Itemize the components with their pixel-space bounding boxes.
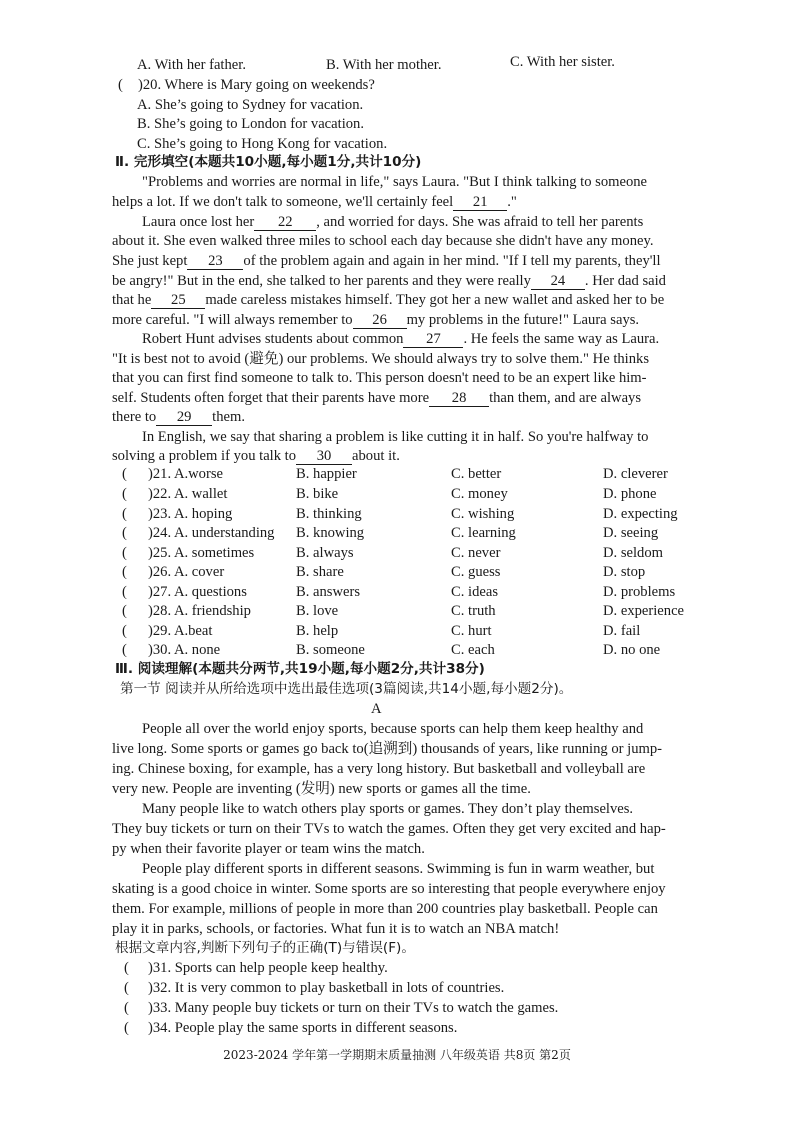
passage-a-p3-line2: skating is a good choice in winter. Some sports are so interesting that people everywhere enjoy [112, 881, 666, 897]
tf-question-33: )33. Many people buy tickets or turn on their TVs to watch the games. [148, 1000, 559, 1016]
cloze-p2-line2: about it. She even walked three miles to school each day because she didn't have any money. [112, 233, 654, 249]
passage-a-p3-line3: them. For example, millions of people in more than 200 countries play basketball. People can [112, 901, 658, 917]
cloze-p1-line2: helps a lot. If we don't talk to someone, we'll certainly feel 21 ." [112, 194, 517, 210]
mc-row: ( )22. A. wallet B. bike C. money D. phone [122, 486, 657, 502]
cloze-p3-line5: there to 29 them. [112, 409, 246, 425]
blank-27: 27 [403, 331, 463, 348]
cloze-p1-line1: "Problems and worries are normal in life," says Laura. "But I think talking to someone [142, 174, 648, 190]
q20-paren: ( [118, 77, 123, 93]
q19-option-c: C. With her sister. [510, 54, 615, 70]
blank-21: 21 [453, 194, 507, 211]
cloze-p2-line3: She just kept 23 of the problem again and again in her mind. "If I tell my parents, they'll [112, 253, 661, 269]
cloze-p3-line3: that you can first find someone to talk to. This person doesn't need to be an expert like him- [112, 370, 647, 386]
passage-a-p3-line1: People play different sports in different seasons. Swimming is fun in warm weather, but [142, 861, 655, 877]
passage-a-p2-line3: py when their favorite player or team wins the match. [112, 841, 425, 857]
mc-row: ( )26. A. cover B. share C. guess D. stop [122, 564, 646, 580]
tf-question-34: )34. People play the same sports in different seasons. [148, 1020, 458, 1036]
tf-question-32: )32. It is very common to play basketball in lots of countries. [148, 980, 505, 996]
cloze-p4-line2: solving a problem if you talk to 30 about it. [112, 448, 400, 464]
mc-row: ( )27. A. questions B. answers C. ideas D. problems [122, 584, 676, 600]
cloze-p2-line6: more careful. "I will always remember to 26 my problems in the future!" Laura says. [112, 312, 640, 328]
mc-row: ( )24. A. understanding B. knowing C. learning D. seeing [122, 525, 659, 541]
blank-24: 24 [531, 273, 585, 290]
page-footer: 2023-2024 学年第一学期期末质量抽测 八年级英语 共8页 第2页 [223, 1048, 571, 1062]
passage-a-p2-line1: Many people like to watch others play sports or games. They don’t play themselves. [142, 801, 634, 817]
blank-30: 30 [296, 448, 352, 465]
q20-stem: )20. Where is Mary going on weekends? [138, 77, 375, 93]
cloze-p2-line1: Laura once lost her 22 , and worried for days. She was afraid to tell her parents [142, 214, 644, 230]
passage-label: A [371, 701, 382, 717]
mc-row: ( )21. A.worse B. happier C. better D. cleverer [122, 466, 668, 482]
blank-22: 22 [254, 214, 316, 231]
passage-a-p1-line3: ing. Chinese boxing, for example, has a very long history. But basketball and volleyball are [112, 761, 646, 777]
q19-option-b: B. With her mother. [326, 57, 442, 73]
passage-a-p3-line4: play it in parks, schools, or factories. What fun it is to watch an NBA match! [112, 921, 560, 937]
passage-a-p1-line1: People all over the world enjoy sports, because sports can help them keep healthy and [142, 721, 644, 737]
mc-row: ( )25. A. sometimes B. always C. never D. seldom [122, 545, 663, 561]
mc-row: ( )30. A. none B. someone C. each D. no one [122, 642, 661, 658]
exam-page: A. With her father. B. With her mother. C. With her sister. ( )20. Where is Mary going on weekends? A. She’s going to Sydney for vacation. B. She’s going to London for vacation. C. She’s going to Hong Kong for vacation. Ⅱ. 完形填空(本题共10小题,每小题1分,共计10分) "Problems and worries are normal in life," says Laura. "But I think talking to someone helps a lot. If we don't talk to someone, we'll certainly feel 21 ." Laura once lost her 22 , and worried for days. She was afraid to tell her parents about it. She even walked three miles to school each day because she didn't have any money. She just kept 23 of the problem again and again in her mind. "If I tell my parents, they'll be angry!" But in the end, she talked to her parents and they were really 24 . Her dad said that he 25 made careless mistakes himself. They got her a new wallet and asked her to be more careful. "I will always remember to 26 my problems in the future!" Laura says. Robert Hunt advises students about common 27 . He feels the same way as Laura. "It is best not to avoid (避免) our problems. We should always try to solve them." He thinks that you can first find someone to talk to. This person doesn't need to be an expert like him- self. Students often forget that their parents have more 28 than them, and are always there to 29 them. In English, we say that sharing a problem is like cutting it in half. So you're halfway to solving a problem if you talk to 30 about it. ( )21. A.worse B. happier C. better D. cleverer ( )22. A. wallet B. bike C. money D. phone ( )23. A. hoping B. thinking C. wishing D. expecting ( )24. A. understanding B. knowing C. learning D. seeing ( )25. A. sometimes B. always C. never D. seldom ( )26. A. cover B. share C. guess D. stop ( )27. A. questions B. answers C. ideas D. problems ( )28. A. friendship B. love C. truth D. experience ( )29. A.beat B. help C. hurt D. fail ( )30. A. none B. someone C. each D. no one Ⅲ. 阅读理解(本题共分两节,共19小题,每小题2分,共计38分) 第一节 阅读并从所给选项中选出最佳选项(3篇阅读,共14小题,每小题2分)。 A People all over the world enjoy sports, because sports can help them keep healthy and live long. Some sports or games go back to(追溯到) thousands of years, like running or jump- ing. Chinese boxing, for example, has a very long history. But basketball and volleyball are very new. People are inventing (发明) new sports or games all the time. Many people like to watch others play sports or games. They don’t play themselves. They buy tickets or turn on their TVs to watch the games. Often they get very excited and hap- py when their favorite player or team wins the match. People play different sports in different seasons. Swimming is fun in warm weather, but skating is a good choice in winter. Some sports are so interesting that people everywhere enjoy them. For example, millions of people in more than 200 countries play basketball. People can play it in parks, schools, or factories. What fun it is to watch an NBA match! 根据文章内容,判断下列句子的正确(T)与错误(F)。 ( )31. Sports can help people keep healthy. ( )32. It is very common to play basketball in lots of countries. ( )33. Many people buy tickets or turn on their TVs to watch the games. ( )34. People play the same sports in different seasons. 2023-2024 学年第一学期期末质量抽测 八年级英语 共8页 第2页 [0, 0, 794, 1124]
passage-a-p1-line2: live long. Some sports or games go back to(追溯到) thousands of years, like running or jump- [112, 741, 663, 757]
mc-row: ( )28. A. friendship B. love C. truth D. experience [122, 603, 685, 619]
q20-option-b: B. She’s going to London for vacation. [137, 116, 364, 132]
passage-a-p2-line2: They buy tickets or turn on their TVs to watch the games. Often they get very excited and hap- [112, 821, 666, 837]
blank-25: 25 [151, 292, 205, 309]
tf-instruction: 根据文章内容,判断下列句子的正确(T)与错误(F)。 [115, 940, 415, 956]
q19-option-a: A. With her father. [137, 57, 246, 73]
cloze-p3-line2: "It is best not to avoid (避免) our problems. We should always try to solve them." He thinks [112, 351, 649, 367]
q20-option-a: A. She’s going to Sydney for vacation. [137, 97, 364, 113]
blank-29: 29 [156, 409, 212, 426]
cloze-p3-line4: self. Students often forget that their parents have more 28 than them, and are always [112, 390, 642, 406]
mc-row: ( )23. A. hoping B. thinking C. wishing D. expecting [122, 506, 678, 522]
passage-a-p1-line4: very new. People are inventing (发明) new sports or games all the time. [112, 781, 531, 797]
blank-23: 23 [187, 253, 243, 270]
cloze-p4-line1: In English, we say that sharing a problem is like cutting it in half. So you're halfway to [142, 429, 649, 445]
blank-28: 28 [429, 390, 489, 407]
section3-heading: Ⅲ. 阅读理解(本题共分两节,共19小题,每小题2分,共计38分) [115, 661, 485, 677]
cloze-p3-line1: Robert Hunt advises students about common 27 . He feels the same way as Laura. [142, 331, 660, 347]
tf-question-31: )31. Sports can help people keep healthy. [148, 960, 388, 976]
section3-part1-instruction: 第一节 阅读并从所给选项中选出最佳选项(3篇阅读,共14小题,每小题2分)。 [120, 681, 573, 697]
q20-option-c: C. She’s going to Hong Kong for vacation. [137, 136, 388, 152]
mc-row: ( )29. A.beat B. help C. hurt D. fail [122, 623, 641, 639]
blank-26: 26 [353, 312, 407, 329]
cloze-p2-line5: that he 25 made careless mistakes himself. They got her a new wallet and asked her to be [112, 292, 665, 308]
section2-heading: Ⅱ. 完形填空(本题共10小题,每小题1分,共计10分) [115, 154, 422, 170]
cloze-p2-line4: be angry!" But in the end, she talked to her parents and they were really 24 . Her dad said [112, 273, 666, 289]
